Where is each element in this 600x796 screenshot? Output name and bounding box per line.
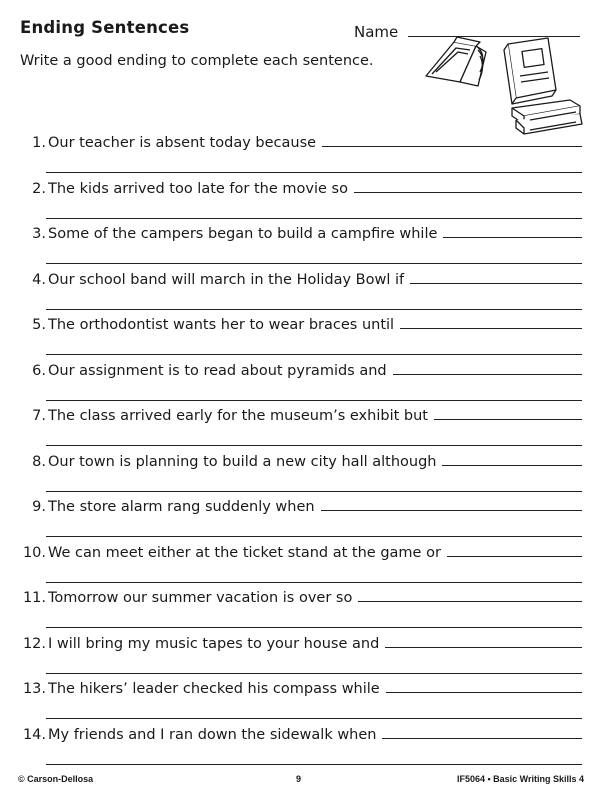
item-number: 2.	[32, 180, 46, 197]
sentence-item	[20, 542, 582, 588]
sentence-starter: I will bring my music tapes to your house and	[48, 635, 380, 652]
item-number: 4.	[32, 271, 46, 288]
book-code: IF5064 • Basic Writing Skills 4	[456, 774, 584, 784]
name-answer-line[interactable]	[408, 20, 580, 37]
answer-line[interactable]	[400, 314, 582, 329]
answer-line[interactable]	[385, 633, 582, 648]
sentence-starter: The kids arrived too late for the movie so	[48, 180, 348, 197]
sentence-item	[20, 678, 582, 724]
item-number: 7.	[32, 408, 46, 424]
answer-line-continued[interactable]	[46, 445, 582, 446]
item-number: 3.	[32, 226, 46, 242]
page-title: Ending Sentences	[20, 18, 190, 37]
answer-line[interactable]	[447, 542, 582, 557]
item-number: 6.	[32, 362, 46, 379]
sentence-item	[20, 451, 582, 497]
answer-line-continued[interactable]	[46, 400, 582, 401]
item-number: 11.	[22, 590, 46, 606]
answer-line[interactable]	[358, 587, 582, 602]
item-number: 13.	[22, 681, 46, 697]
answer-line-continued[interactable]	[46, 627, 582, 628]
page-number: 9	[296, 774, 302, 784]
item-number: 12.	[22, 635, 46, 652]
sentence-item	[20, 360, 582, 406]
sentence-starter: Some of the campers began to build a campfire while	[48, 226, 438, 242]
answer-line-continued[interactable]	[46, 218, 582, 219]
item-number: 5.	[32, 317, 46, 333]
instructions: Write a good ending to complete each sentence.	[20, 53, 374, 69]
name-label: Name	[354, 23, 399, 41]
sentence-starter: The hikers’ leader checked his compass while	[48, 681, 380, 697]
answer-line-continued[interactable]	[46, 309, 582, 310]
answer-line-continued[interactable]	[46, 673, 582, 674]
answer-line-continued[interactable]	[46, 764, 582, 765]
sentence-item	[20, 132, 582, 178]
sentence-starter: The orthodontist wants her to wear braces until	[48, 317, 395, 333]
copyright-text: © Carson-Dellosa	[18, 774, 94, 784]
answer-line-continued[interactable]	[46, 718, 582, 719]
answer-line-continued[interactable]	[46, 354, 582, 355]
sentence-starter: My friends and I ran down the sidewalk when	[48, 726, 377, 743]
sentence-starter: Our school band will march in the Holiday Bowl if	[48, 271, 405, 288]
answer-line[interactable]	[443, 223, 582, 238]
stacked-books-icon	[420, 36, 585, 136]
answer-line[interactable]	[410, 269, 582, 284]
answer-line[interactable]	[354, 178, 582, 193]
answer-line-continued[interactable]	[46, 263, 582, 264]
item-number: 14.	[22, 726, 46, 743]
sentence-item	[20, 405, 582, 451]
sentence-item	[20, 496, 582, 542]
answer-line[interactable]	[442, 451, 582, 466]
answer-line[interactable]	[321, 496, 582, 511]
item-number: 10.	[22, 544, 46, 561]
sentence-item	[20, 269, 582, 315]
sentence-starter: The store alarm rang suddenly when	[48, 499, 315, 515]
answer-line[interactable]	[382, 724, 582, 739]
sentence-item	[20, 587, 582, 633]
item-number: 9.	[32, 499, 46, 515]
sentence-starter: We can meet either at the ticket stand at the game or	[48, 544, 441, 561]
sentence-item	[20, 314, 582, 360]
answer-line-continued[interactable]	[46, 172, 582, 173]
sentence-item	[20, 633, 582, 679]
answer-line[interactable]	[393, 360, 582, 375]
sentence-list	[20, 132, 582, 769]
page-footer	[0, 774, 600, 788]
sentence-item	[20, 724, 582, 770]
answer-line-continued[interactable]	[46, 491, 582, 492]
sentence-item	[20, 178, 582, 224]
answer-line[interactable]	[434, 405, 582, 420]
item-number: 8.	[32, 453, 46, 470]
answer-line[interactable]	[386, 678, 582, 693]
item-number: 1.	[32, 135, 46, 151]
answer-line[interactable]	[322, 132, 582, 147]
sentence-starter: Our town is planning to build a new city hall although	[48, 453, 437, 470]
sentence-starter: Our teacher is absent today because	[48, 135, 317, 151]
sentence-starter: Tomorrow our summer vacation is over so	[48, 590, 353, 606]
sentence-starter: Our assignment is to read about pyramids and	[48, 362, 387, 379]
sentence-starter: The class arrived early for the museum’s exhibit but	[48, 408, 428, 424]
sentence-item	[20, 223, 582, 269]
answer-line-continued[interactable]	[46, 536, 582, 537]
answer-line-continued[interactable]	[46, 582, 582, 583]
